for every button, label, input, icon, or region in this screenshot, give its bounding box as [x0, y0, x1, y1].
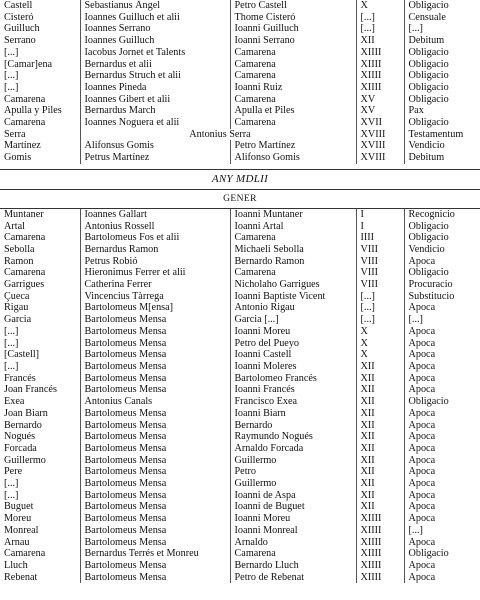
day-cell: X	[356, 349, 404, 361]
day-cell: XVIII	[356, 140, 404, 152]
surname-cell: Moreu	[4, 513, 32, 525]
act-type-cell: Apoca	[404, 455, 480, 467]
counterparty-cell: Ioanni Francés	[230, 384, 356, 396]
surname-cell: [...]	[4, 70, 19, 82]
surname-cell: Serra	[4, 128, 26, 140]
day-cell: XII	[356, 501, 404, 513]
act-type-cell: Censuale	[404, 12, 480, 24]
party-cell: Bartolomeus Mensa	[80, 501, 230, 513]
counterparty-cell: Petro Castell	[230, 0, 356, 12]
surname-cell: Camarena	[4, 548, 46, 560]
counterparty-cell: Petro Martínez	[230, 140, 356, 152]
counterparty-cell: Guillermo	[230, 455, 356, 467]
counterparty-cell: Bernardo Lluch	[230, 560, 356, 572]
counterparty-cell: Raymundo Nogués	[230, 431, 356, 443]
register-row	[0, 548, 480, 560]
party-cell: Bartolomeus Mensa	[80, 314, 230, 326]
party-cell: Vincencius Tàrrega	[80, 291, 230, 303]
surname-cell: Cisteró	[4, 11, 34, 23]
surname-cell: Forcada	[4, 442, 37, 454]
party-cell: Ioannes Guilluch	[80, 35, 230, 47]
surname-cell: Garcia	[4, 314, 32, 326]
day-cell: [...]	[356, 12, 404, 24]
register-row	[0, 82, 480, 94]
party-cell: Ioannes Gibert et alii	[80, 94, 230, 106]
day-cell: [...]	[356, 314, 404, 326]
counterparty-cell: Ioanni Moleres	[230, 361, 356, 373]
register-row	[0, 209, 480, 221]
day-cell: [...]	[356, 23, 404, 35]
day-cell: XII	[356, 466, 404, 478]
act-type-cell: Apoca	[404, 349, 480, 361]
party-cell: Antonius Rossell	[80, 221, 230, 233]
register-row	[0, 490, 480, 502]
party-cell: Bartolomeus Mensa	[80, 338, 230, 350]
counterparty-cell: Petro de Rebenat	[230, 572, 356, 584]
day-cell: XIIII	[356, 70, 404, 82]
surname-cell: Martínez	[4, 140, 41, 152]
surname-cell: Artal	[4, 220, 25, 232]
surname-cell: Camarena	[4, 267, 46, 279]
counterparty-cell: Bernardo	[230, 420, 356, 432]
party-cell: Bernardus March	[80, 105, 230, 117]
act-type-cell: Vendicio	[404, 244, 480, 256]
surname-cell: Francés	[4, 372, 36, 384]
day-cell: [...]	[356, 291, 404, 303]
act-type-cell: Obligacio	[404, 548, 480, 560]
act-type-cell: [...]	[404, 314, 480, 326]
counterparty-cell: Ioanni Moreu	[230, 326, 356, 338]
register-row	[0, 420, 480, 432]
counterparty-cell: Ioanni Monreal	[230, 525, 356, 537]
month-heading: GENER	[0, 190, 480, 209]
day-cell: X	[356, 326, 404, 338]
register-row	[0, 560, 480, 572]
party-cell: Bartolomeus Mensa	[80, 384, 230, 396]
act-type-cell: Apoca	[404, 420, 480, 432]
day-cell: [...]	[356, 302, 404, 314]
party-cell: Alifonsus Gomis	[80, 140, 230, 152]
party-cell: Bartolomeus Mensa	[80, 572, 230, 584]
act-type-cell: Apoca	[404, 256, 480, 268]
act-type-cell: Obligacio	[404, 232, 480, 244]
surname-cell: Lluch	[4, 559, 28, 571]
party-cell: Hieronimus Ferrer et alii	[80, 267, 230, 279]
counterparty-cell: Ioanni Serrano	[230, 35, 356, 47]
day-cell: XII	[356, 478, 404, 490]
counterparty-cell: Ioanni Guilluch	[230, 23, 356, 35]
counterparty-cell: Antonio Rigau	[230, 302, 356, 314]
act-type-cell: Debitum	[404, 35, 480, 47]
party-cell: Ioannes Serrano	[80, 23, 230, 35]
surname-cell: [Castell]	[4, 349, 40, 361]
day-cell: XIIII	[356, 560, 404, 572]
surname-cell: Serrano	[4, 35, 36, 47]
register-row	[0, 443, 480, 455]
act-type-cell: Apoca	[404, 513, 480, 525]
register-row	[0, 384, 480, 396]
surname-cell: Arnau	[4, 536, 30, 548]
register-row	[0, 291, 480, 303]
party-cell: Bartolomeus Mensa	[80, 326, 230, 338]
day-cell: XII	[356, 420, 404, 432]
act-type-cell: Pax	[404, 105, 480, 117]
act-type-cell: Obligacio	[404, 59, 480, 71]
counterparty-cell: Arnaldo Forcada	[230, 443, 356, 455]
day-cell: XIIII	[356, 525, 404, 537]
act-type-cell: Obligacio	[404, 117, 480, 129]
surname-cell: Sebolla	[4, 243, 35, 255]
day-cell: XII	[356, 455, 404, 467]
act-type-cell: Apoca	[404, 478, 480, 490]
day-cell: VIII	[356, 267, 404, 279]
counterparty-cell: Ioanni Biarn	[230, 408, 356, 420]
register-row	[0, 267, 480, 279]
day-cell: XIIII	[356, 59, 404, 71]
party-cell: Ioannes Noguera et alii	[80, 117, 230, 129]
act-type-cell: Apoca	[404, 408, 480, 420]
surname-cell: Exea	[4, 396, 25, 408]
register-row	[0, 326, 480, 338]
day-cell: XVIII	[356, 129, 404, 141]
register-row	[0, 12, 480, 24]
counterparty-cell: Nicholaho Garrigues	[230, 279, 356, 291]
surname-cell: [...]	[4, 46, 19, 58]
register-row	[0, 302, 480, 314]
counterparty-cell: Bernardo Ramon	[230, 256, 356, 268]
counterparty-cell: Camarena	[230, 267, 356, 279]
surname-cell: Guillermo	[4, 454, 46, 466]
surname-cell: Camarena	[4, 232, 46, 244]
act-type-cell: Apoca	[404, 326, 480, 338]
party-cell: Bartolomeus Mensa	[80, 455, 230, 467]
day-cell: VIII	[356, 244, 404, 256]
act-type-cell: Apoca	[404, 560, 480, 572]
act-type-cell: Debitum	[404, 152, 480, 164]
counterparty-cell: Ioanni de Buguet	[230, 501, 356, 513]
act-type-cell: Recognicio	[404, 209, 480, 221]
party-cell: Catherina Ferrer	[80, 279, 230, 291]
act-type-cell: Apoca	[404, 302, 480, 314]
counterparty-cell: Ioanni Artal	[230, 221, 356, 233]
day-cell: XV	[356, 94, 404, 106]
register-row	[0, 35, 480, 47]
surname-cell: Çueca	[4, 290, 30, 302]
register-row	[0, 59, 480, 71]
day-cell: XVIII	[356, 152, 404, 164]
surname-cell: [...]	[4, 360, 19, 372]
surname-cell: Nogués	[4, 431, 36, 443]
surname-cell: [...]	[4, 489, 19, 501]
register-row	[0, 221, 480, 233]
surname-cell: Pere	[4, 466, 23, 478]
act-type-cell: Apoca	[404, 338, 480, 350]
day-cell: XII	[356, 431, 404, 443]
party-cell: Bartolomeus Mensa	[80, 431, 230, 443]
register-row	[0, 117, 480, 129]
counterparty-cell: Apulla et Piles	[230, 105, 356, 117]
day-cell: XIIII	[356, 47, 404, 59]
register-row	[0, 152, 480, 164]
surname-cell: Apulla y Piles	[4, 105, 62, 117]
bottom-register-body	[0, 209, 480, 584]
day-cell: IIII	[356, 232, 404, 244]
day-cell: XII	[356, 384, 404, 396]
register-row	[0, 105, 480, 117]
surname-cell: Rigau	[4, 302, 29, 314]
act-type-cell: [...]	[404, 525, 480, 537]
register-row	[0, 279, 480, 291]
register-row	[0, 232, 480, 244]
surname-cell: Ramon	[4, 255, 34, 267]
day-cell: XIIII	[356, 537, 404, 549]
act-type-cell: Apoca	[404, 373, 480, 385]
day-cell: I	[356, 209, 404, 221]
day-cell: XIIII	[356, 82, 404, 94]
register-row	[0, 525, 480, 537]
register-row	[0, 408, 480, 420]
party-cell: Bartolomeus Mensa	[80, 361, 230, 373]
surname-cell: Gomis	[4, 152, 32, 164]
act-type-cell: Apoca	[404, 490, 480, 502]
day-cell: XIIII	[356, 548, 404, 560]
party-cell: Bartolomeus Mensa	[80, 490, 230, 502]
counterparty-cell: Bartolomeo Francés	[230, 373, 356, 385]
counterparty-cell: Arnaldo	[230, 537, 356, 549]
register-row	[0, 314, 480, 326]
act-type-cell: Apoca	[404, 572, 480, 584]
register-row	[0, 455, 480, 467]
day-cell: XII	[356, 35, 404, 47]
party-cell: Bartolomeus Mensa	[80, 537, 230, 549]
act-type-cell: Apoca	[404, 443, 480, 455]
act-type-cell: Obligacio	[404, 82, 480, 94]
counterparty-cell: Garcia [...]	[230, 314, 356, 326]
counterparty-cell: Camarena	[230, 47, 356, 59]
act-type-cell: [...]	[404, 23, 480, 35]
party-cell: Bernardus et alii	[80, 59, 230, 71]
surname-cell: Camarena	[4, 117, 46, 129]
day-cell: XII	[356, 361, 404, 373]
party-cell: Bernardus Terrés et Monreu	[80, 548, 230, 560]
day-cell: XII	[356, 490, 404, 502]
party-cell: Ioannes Gallart	[80, 209, 230, 221]
counterparty-cell: Thome Cisteró	[230, 12, 356, 24]
party-cell: Sebastianus Àngel	[80, 0, 230, 12]
day-cell: XII	[356, 396, 404, 408]
party-cell: Bartolomeus Mensa	[80, 420, 230, 432]
party-cell: Bernardus Ramon	[80, 244, 230, 256]
day-cell: I	[356, 221, 404, 233]
register-row	[0, 396, 480, 408]
party-cell: Iacobus Jornet et Talents	[80, 47, 230, 59]
counterparty-cell: Ioanni Muntaner	[230, 209, 356, 221]
act-type-cell: Apoca	[404, 466, 480, 478]
top-register-table	[0, 0, 480, 164]
surname-cell: Garrigues	[4, 279, 45, 291]
counterparty-cell: Camarena	[230, 94, 356, 106]
register-row	[0, 0, 480, 12]
party-cell: Bartolomeus M[ensa]	[80, 302, 230, 314]
bottom-register-table	[0, 209, 480, 584]
counterparty-cell: Petro del Pueyo	[230, 338, 356, 350]
act-type-cell: Obligacio	[404, 267, 480, 279]
party-cell: Bartolomeus Mensa	[80, 525, 230, 537]
register-row	[0, 338, 480, 350]
register-row	[0, 513, 480, 525]
counterparty-cell: Michaeli Sebolla	[230, 244, 356, 256]
party-cell: Ioannes Guilluch et alii	[80, 12, 230, 24]
surname-cell: [...]	[4, 325, 19, 337]
counterparty-cell: Camarena	[230, 59, 356, 71]
party-cell: Bartolomeus Mensa	[80, 373, 230, 385]
party-cell: Petrus Robió	[80, 256, 230, 268]
party-cell: Antonius Serra	[80, 129, 356, 141]
act-type-cell: Obligacio	[404, 221, 480, 233]
act-type-cell: Procuracio	[404, 279, 480, 291]
day-cell: XIIII	[356, 513, 404, 525]
counterparty-cell: Ioanni Baptiste Vicent	[230, 291, 356, 303]
party-cell: Ioannes Pineda	[80, 82, 230, 94]
counterparty-cell: Guillermo	[230, 478, 356, 490]
surname-cell: Joan Francés	[4, 384, 57, 396]
surname-cell: Rebenat	[4, 571, 38, 583]
register-row	[0, 361, 480, 373]
act-type-cell: Substitucio	[404, 291, 480, 303]
act-type-cell: Testamentum	[404, 129, 480, 141]
register-row	[0, 129, 480, 141]
counterparty-cell: Camarena	[230, 117, 356, 129]
party-cell: Bartolomeus Mensa	[80, 560, 230, 572]
register-row	[0, 466, 480, 478]
surname-cell: Castell	[4, 0, 33, 11]
counterparty-cell: Petro	[230, 466, 356, 478]
party-cell: Bartolomeus Mensa	[80, 466, 230, 478]
year-heading: ANY MDLII	[0, 169, 480, 190]
counterparty-cell: Ioanni Moreu	[230, 513, 356, 525]
act-type-cell: Obligacio	[404, 396, 480, 408]
act-type-cell: Obligacio	[404, 70, 480, 82]
day-cell: XIIII	[356, 572, 404, 584]
register-row	[0, 572, 480, 584]
counterparty-cell: Alifonso Gomis	[230, 152, 356, 164]
register-row	[0, 478, 480, 490]
party-cell: Bartolomeus Mensa	[80, 349, 230, 361]
party-cell: Bartolomeus Mensa	[80, 478, 230, 490]
register-row	[0, 244, 480, 256]
party-cell: Bartolomeus Fos et alii	[80, 232, 230, 244]
act-type-cell: Obligacio	[404, 0, 480, 12]
register-row	[0, 537, 480, 549]
register-row	[0, 256, 480, 268]
day-cell: X	[356, 0, 404, 12]
day-cell: X	[356, 338, 404, 350]
day-cell: XV	[356, 105, 404, 117]
day-cell: XII	[356, 443, 404, 455]
act-type-cell: Obligacio	[404, 47, 480, 59]
day-cell: XII	[356, 408, 404, 420]
surname-cell: [...]	[4, 478, 19, 490]
register-row	[0, 501, 480, 513]
act-type-cell: Obligacio	[404, 94, 480, 106]
register-row	[0, 373, 480, 385]
surname-cell: Monreal	[4, 524, 39, 536]
surname-cell: Muntaner	[4, 208, 44, 220]
register-row	[0, 349, 480, 361]
act-type-cell: Apoca	[404, 431, 480, 443]
surname-cell: [...]	[4, 337, 19, 349]
register-row	[0, 47, 480, 59]
act-type-cell: Vendicio	[404, 140, 480, 152]
counterparty-cell: Camarena	[230, 548, 356, 560]
act-type-cell: Apoca	[404, 501, 480, 513]
day-cell: VIII	[356, 256, 404, 268]
act-type-cell: Apoca	[404, 361, 480, 373]
counterparty-cell: Camarena	[230, 232, 356, 244]
surname-cell: Bernardo	[4, 419, 42, 431]
counterparty-cell: Ioanni Ruiz	[230, 82, 356, 94]
surname-cell: [...]	[4, 81, 19, 93]
day-cell: XII	[356, 373, 404, 385]
counterparty-cell: Ioanni Castell	[230, 349, 356, 361]
act-type-cell: Apoca	[404, 537, 480, 549]
party-cell: Bartolomeus Mensa	[80, 443, 230, 455]
surname-cell: Buguet	[4, 501, 34, 513]
party-cell: Petrus Martínez	[80, 152, 230, 164]
surname-cell: Joan Biarn	[4, 407, 48, 419]
register-row	[0, 94, 480, 106]
party-cell: Antonius Canals	[80, 396, 230, 408]
party-cell: Bartolomeus Mensa	[80, 513, 230, 525]
counterparty-cell: Ioanni de Aspa	[230, 490, 356, 502]
surname-cell: Camarena	[4, 93, 46, 105]
register-row	[0, 431, 480, 443]
register-row	[0, 70, 480, 82]
day-cell: VIII	[356, 279, 404, 291]
register-row	[0, 23, 480, 35]
party-cell: Bernardus Struch et alii	[80, 70, 230, 82]
surname-cell: [Camar]ena	[4, 58, 53, 70]
surname-cell: Guilluch	[4, 23, 40, 35]
register-row	[0, 140, 480, 152]
top-register-body	[0, 0, 480, 164]
counterparty-cell: Camarena	[230, 70, 356, 82]
day-cell: XVII	[356, 117, 404, 129]
counterparty-cell: Francisco Exea	[230, 396, 356, 408]
act-type-cell: Apoca	[404, 384, 480, 396]
party-cell: Bartolomeus Mensa	[80, 408, 230, 420]
